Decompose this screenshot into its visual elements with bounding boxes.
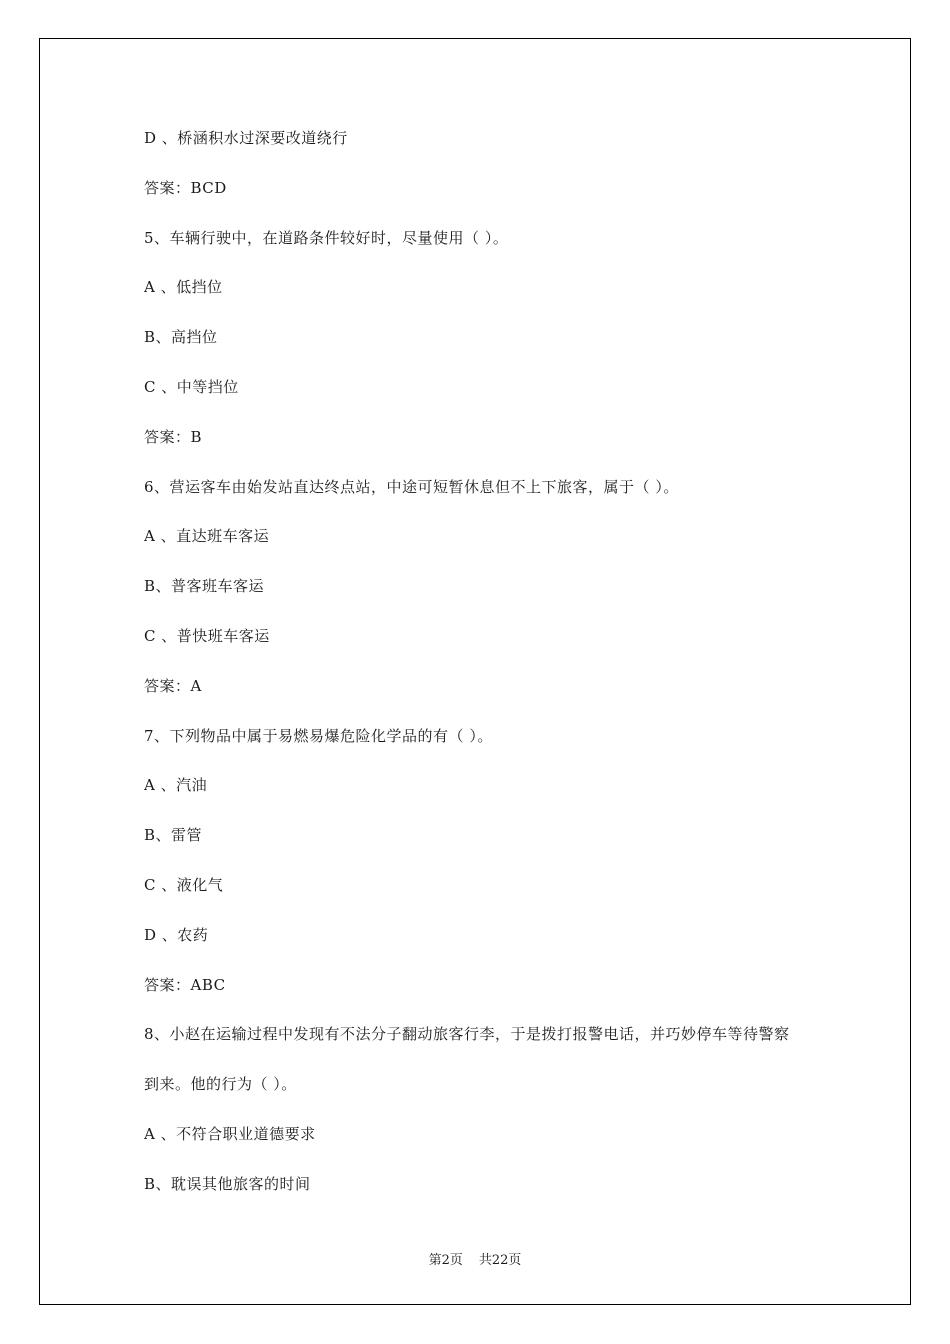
document-body: [144, 126, 824, 1222]
option-a-q5: A 、低挡位: [144, 278, 223, 297]
answer-q4: 答案：BCD: [144, 178, 227, 197]
option-c-q6: C 、普快班车客运: [144, 626, 270, 645]
option-a-q8: A 、不符合职业道德要求: [144, 1124, 316, 1143]
answer-q5: 答案：B: [144, 427, 203, 446]
option-b-q6: B、普客班车客运: [144, 577, 265, 596]
answer-q6: 答案：A: [144, 676, 202, 695]
option-b-q7: B、雷管: [144, 826, 203, 845]
page-footer: [0, 1249, 950, 1268]
question-8-line-1: 8、小赵在运输过程中发现有不法分子翻动旅客行李，于是拨打报警电话，并巧妙停车等待警察: [144, 1025, 790, 1044]
option-d-q7: D 、农药: [144, 925, 209, 944]
option-c-q7: C 、液化气: [144, 875, 224, 894]
question-5: 5、车辆行驶中，在道路条件较好时，尽量使用（ ）。: [144, 228, 509, 247]
question-6: 6、营运客车由始发站直达终点站，中途可短暂休息但不上下旅客，属于（ ）。: [144, 477, 679, 496]
option-c-q5: C 、中等挡位: [144, 377, 239, 396]
page-total: 共22页: [478, 1253, 522, 1268]
page-number: 第2页: [428, 1253, 463, 1268]
option-b-q5: B、高挡位: [144, 328, 218, 347]
option-b-q8: B、耽误其他旅客的时间: [144, 1174, 311, 1193]
question-8-line-2: 到来。他的行为（ ）。: [144, 1075, 297, 1094]
question-7: 7、下列物品中属于易燃易爆危险化学品的有（ ）。: [144, 726, 493, 745]
option-d-q4: D 、桥涵积水过深要改道绕行: [144, 129, 348, 147]
option-a-q6: A 、直达班车客运: [144, 527, 270, 546]
answer-q7: 答案：ABC: [144, 975, 226, 994]
option-a-q7: A 、汽油: [144, 776, 208, 795]
